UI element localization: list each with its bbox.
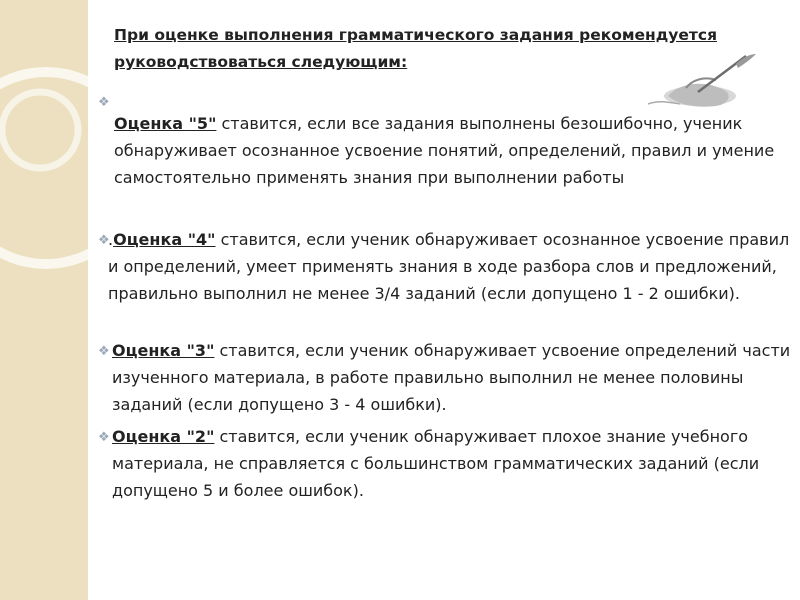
- decor-ring-small: [2, 92, 78, 168]
- grade-3-label: Оценка "3": [112, 341, 215, 360]
- grade-3-text: ставится, если ученик обнаруживает усвоение определений части изученного материала, в работе правильно выполнил не менее половины заданий (если допущено 3 - 4 ошибки).: [112, 341, 791, 414]
- bullet-icon: ❖: [98, 344, 110, 359]
- grade-5-text: ставится, если все задания выполнены безошибочно, ученик обнаруживает осознанное усвоение понятий, определений, правил и умение самостоятельно применять знания при выполнении работы: [114, 114, 775, 187]
- grade-4-label: Оценка "4": [113, 230, 216, 249]
- grade-2-label: Оценка "2": [112, 427, 215, 446]
- grade-3-paragraph: [112, 337, 800, 418]
- grade-4-text: ставится, если ученик обнаруживает осознанное усвоение правил и определений, умеет применять знания в ходе разбора слов и предложений, правильно выполнил не менее 3/4 заданий (если допущено 1 - 2 ошибки).: [108, 230, 790, 303]
- grade-4-paragraph: [108, 226, 798, 307]
- grade-5-label: Оценка "5": [114, 114, 217, 133]
- grade-5-paragraph: [114, 110, 800, 191]
- page-heading: При оценке выполнения грамматического задания рекомендуется руководствоваться следующим:: [114, 26, 718, 71]
- bullet-icon: ❖: [98, 430, 110, 445]
- bullet-icon: ❖: [98, 233, 110, 248]
- grade-2-text: ставится, если ученик обнаруживает плохое знание учебного материала, не справляется с большинством грамматических заданий (если допущено 5 и более ошибок).: [112, 427, 760, 500]
- grade-2-paragraph: [112, 423, 800, 504]
- grade-4-prefix: .: [108, 230, 114, 249]
- bullet-icon: ❖: [98, 95, 110, 110]
